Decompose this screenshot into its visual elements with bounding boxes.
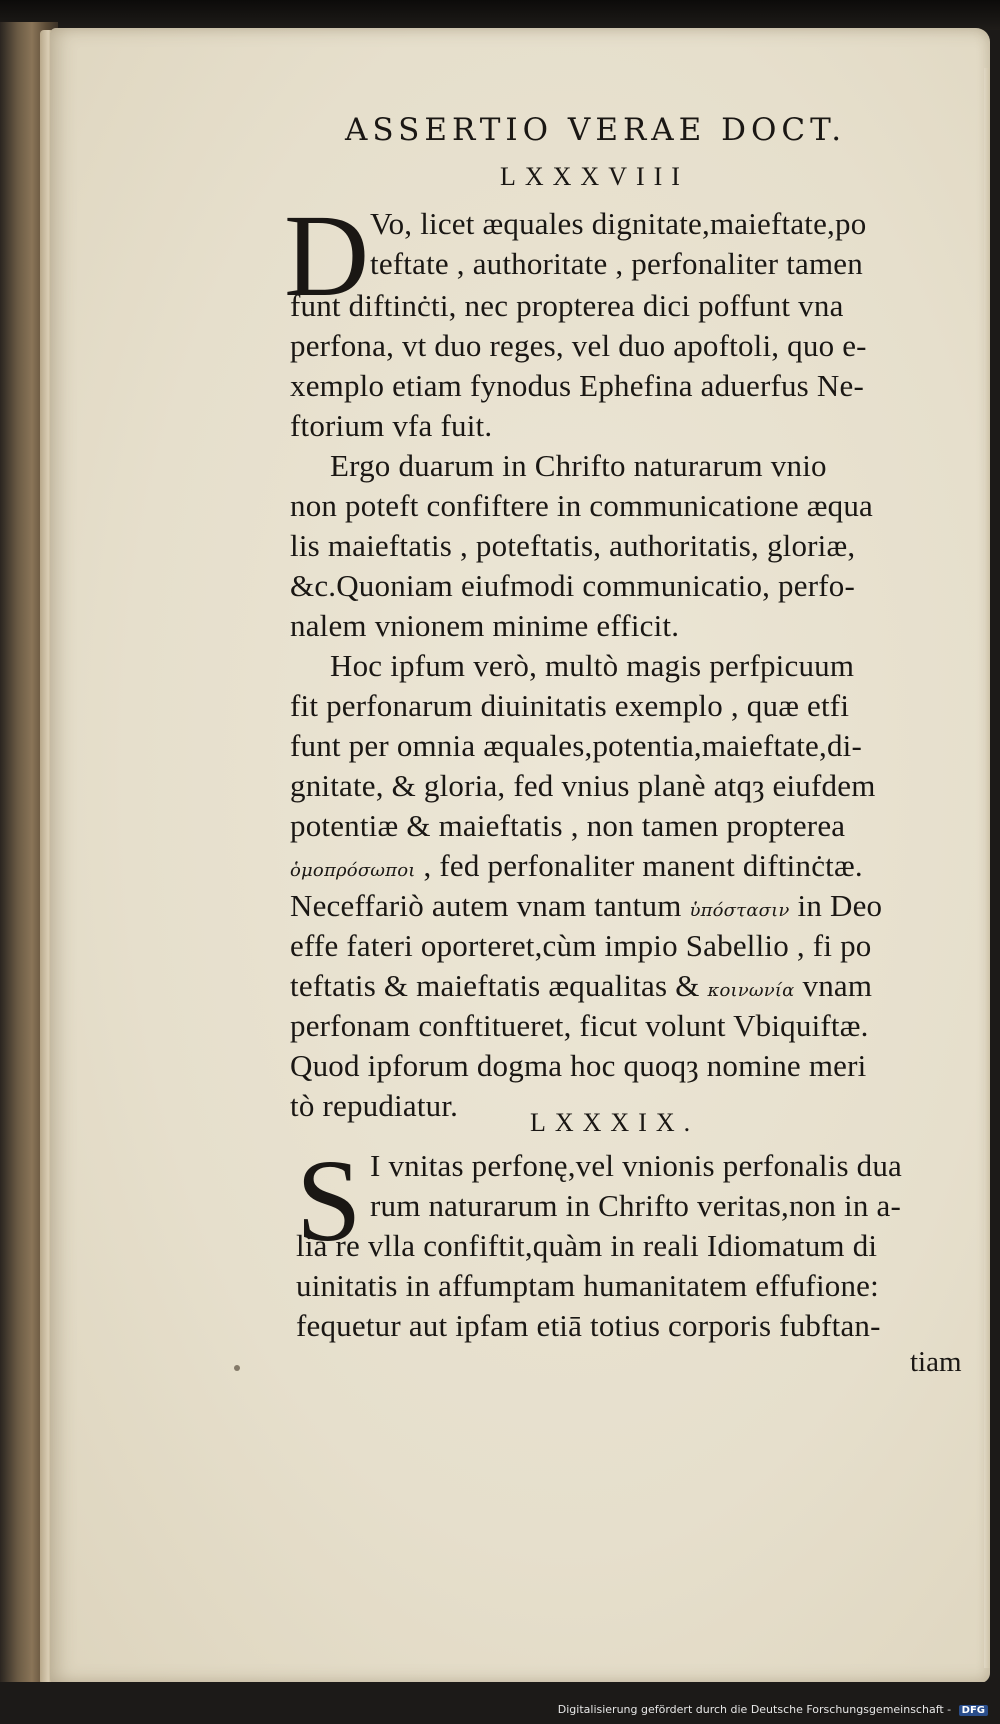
text-line: perfonam conftitueret, ficut volunt Vbiquiftæ. [290, 1008, 869, 1043]
dfg-logo: DFG [959, 1705, 988, 1716]
text-line [290, 848, 863, 884]
text-line [290, 968, 872, 1004]
text-line: I vnitas perfonę,vel vnionis perfonalis dua [370, 1148, 903, 1183]
text-line: ftorium vfa fuit. [290, 408, 493, 443]
text-fragment: Neceffariò autem vnam tantum [290, 888, 682, 923]
digitization-credit [558, 1703, 988, 1716]
text-line: &c.Quoniam eiufmodi communicatio, perfo- [290, 568, 855, 603]
text-fragment: teftatis & maieftatis æqualitas & [290, 968, 700, 1003]
section-number: LXXXIX. [530, 1108, 700, 1137]
running-head: ASSERTIO VERAE DOCT. [345, 112, 847, 148]
text-fragment: in Deo [797, 888, 883, 923]
text-fragment: vnam [802, 968, 873, 1003]
text-line: uinitatis in affumptam humanitatem effufione: [296, 1268, 879, 1303]
footer-bar [0, 1682, 1000, 1724]
text-line: lis maieftatis , poteftatis, authoritatis, gloriæ, [290, 528, 856, 563]
text-line: non poteft confiftere in communicatione æqua [290, 488, 873, 523]
text-line: rum naturarum in Chrifto veritas,non in a- [370, 1188, 901, 1223]
catchword: tiam [910, 1346, 962, 1378]
scanner-background-top [0, 0, 1000, 30]
text-line: perfona, vt duo reges, vel duo apoftoli, quo e- [290, 328, 867, 363]
text-line: lia re vlla confiftit,quàm in reali Idiomatum di [296, 1228, 878, 1263]
text-line: Quod ipforum dogma hoc quoqȝ nomine meri [290, 1048, 867, 1083]
text-line: teftate , authoritate , perfonaliter tamen [370, 246, 863, 281]
greek-word: ὁμοπρόσωποι [290, 860, 416, 881]
text-line: fit perfonarum diuinitatis exemplo , quæ etfi [290, 688, 850, 723]
text-line: Vo, licet æquales dignitate,maieftate,po [370, 206, 867, 241]
greek-word: κοινωνία [707, 980, 795, 1001]
text-line: potentiæ & maieftatis , non tamen propterea [290, 808, 846, 843]
text-line: funt diftinċti, nec propterea dici poffunt vna [290, 288, 844, 323]
page-right-edge [984, 68, 990, 1668]
text-fragment: , fed perfonaliter manent diftinċtæ. [423, 848, 863, 883]
text-line: funt per omnia æquales,potentia,maieftate,di- [290, 728, 862, 763]
text-line: nalem vnionem minime efficit. [290, 608, 680, 643]
greek-word: ὑπόστασιν [689, 900, 790, 921]
text-line: gnitate, & gloria, fed vnius planè atqȝ eiufdem [290, 768, 876, 803]
text-line [290, 888, 882, 924]
text-line: Hoc ipfum verò, multò magis perfpicuum [330, 648, 855, 683]
ink-spot [234, 1365, 240, 1371]
text-line: Ergo duarum in Chrifto naturarum vnio [330, 448, 827, 483]
credit-text: Digitalisierung gefördert durch die Deutsche Forschungsgemeinschaft - [557, 1703, 952, 1716]
text-line: tò repudiatur. [290, 1088, 459, 1123]
drop-capital: S [296, 1135, 362, 1266]
text-line: fequetur aut ipfam etiā totius corporis fubftan- [296, 1308, 881, 1343]
section-number: LXXXVIII [500, 162, 689, 191]
text-line: effe fateri oporteret,cùm impio Sabellio , fi po [290, 928, 872, 963]
text-line: xemplo etiam fynodus Ephefina aduerfus Ne- [290, 368, 864, 403]
drop-capital: D [284, 190, 370, 321]
